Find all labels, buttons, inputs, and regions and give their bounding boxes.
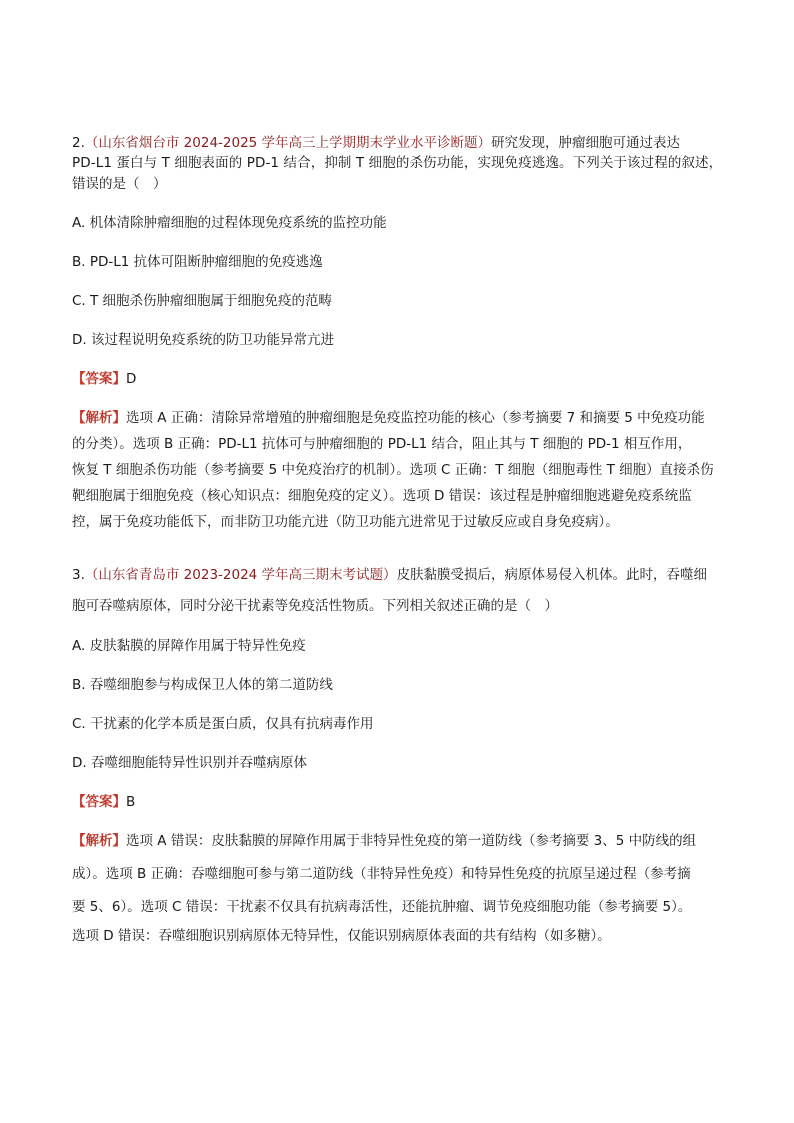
- q2-answer: [72, 369, 136, 389]
- q2-answer-value: D: [126, 371, 137, 387]
- q3-option-a: A. 皮肤黏膜的屏障作用属于特异性免疫: [72, 638, 306, 654]
- q3-stem-2: 胞可吞噬病原体，同时分泌干扰素等免疫活性物质。下列相关叙述正确的是（ ）: [72, 598, 558, 614]
- q3-answer: [72, 792, 135, 812]
- q3-number: 3.: [72, 567, 85, 583]
- q2-stem-line-1: [72, 133, 680, 153]
- q3-source: （山东省青岛市 2023-2024 学年高三期末考试题）: [84, 567, 397, 583]
- q2-analysis-label: 【解析】: [72, 410, 126, 426]
- q2-number: 2.: [72, 135, 85, 151]
- q3-answer-value: B: [126, 794, 136, 810]
- q3-analysis-label: 【解析】: [72, 833, 126, 849]
- q2-option-a: A. 机体清除肿瘤细胞的过程体现免疫系统的监控功能: [72, 215, 387, 231]
- q2-option-b: B. PD-L1 抗体可阻断肿瘤细胞的免疫逃逸: [72, 254, 323, 270]
- q3-analysis-line-2: 成）。选项 B 正确：吞噬细胞可参与第二道防线（非特异性免疫）和特异性免疫的抗原呈递过程（参考摘: [72, 866, 691, 882]
- q2-analysis-line-4: 靶细胞属于细胞免疫（核心知识点：细胞免疫的定义）。选项 D 错误：该过程是肿瘤细胞逃避免疫系统监: [72, 488, 692, 504]
- q2-stem-2: PD-L1 蛋白与 T 细胞表面的 PD-1 结合，抑制 T 细胞的杀伤功能，实现免疫逃逸。下列关于该过程的叙述，: [72, 155, 723, 171]
- q2-stem-1: 研究发现，肿瘤细胞可通过表达: [491, 135, 681, 151]
- q3-analysis-text-1: 选项 A 错误：皮肤黏膜的屏障作用属于非特异性免疫的第一道防线（参考摘要 3、5 中防线的组: [126, 833, 697, 849]
- q3-stem-line-1: [72, 565, 707, 585]
- q3-option-d: D. 吞噬细胞能特异性识别并吞噬病原体: [72, 755, 307, 771]
- q2-option-c: C. T 细胞杀伤肿瘤细胞属于细胞免疫的范畴: [72, 293, 333, 309]
- q2-option-d: D. 该过程说明免疫系统的防卫功能异常亢进: [72, 332, 334, 348]
- q3-answer-label: 【答案】: [72, 794, 126, 810]
- q3-analysis-line-3: 要 5、6）。选项 C 错误：干扰素不仅具有抗病毒活性，还能抗肿瘤、调节免疫细胞功能（参考摘要 5）。: [72, 899, 692, 915]
- q3-option-c: C. 干扰素的化学本质是蛋白质，仅具有抗病毒作用: [72, 716, 374, 732]
- q2-source: （山东省烟台市 2024-2025 学年高三上学期期末学业水平诊断题）: [84, 135, 492, 151]
- q2-analysis-line-1: [72, 408, 705, 428]
- q2-stem-3: 错误的是（ ）: [72, 176, 167, 192]
- q3-stem-1: 皮肤黏膜受损后，病原体易侵入机体。此时，吞噬细: [396, 567, 708, 583]
- q2-analysis-line-5: 控，属于免疫功能低下，而非防卫功能亢进（防卫功能亢进常见于过敏反应或自身免疫病）。: [72, 514, 619, 530]
- q3-analysis-line-4: 选项 D 错误：吞噬细胞识别病原体无特异性，仅能识别病原体表面的共有结构（如多糖）。: [72, 928, 611, 944]
- q3-option-b: B. 吞噬细胞参与构成保卫人体的第二道防线: [72, 677, 333, 693]
- q2-analysis-line-3: 恢复 T 细胞杀伤功能（参考摘要 5 中免疫治疗的机制）。选项 C 正确：T 细胞（细胞毒性 T 细胞）直接杀伤: [72, 462, 714, 478]
- q2-analysis-line-2: 的分类）。选项 B 正确：PD-L1 抗体可与肿瘤细胞的 PD-L1 结合，阻止其与 T 细胞的 PD-1 相互作用，: [72, 436, 692, 452]
- q2-answer-label: 【答案】: [72, 371, 126, 387]
- q2-analysis-text-1: 选项 A 正确：清除异常增殖的肿瘤细胞是免疫监控功能的核心（参考摘要 7 和摘要 5 中免疫功能: [126, 410, 705, 426]
- q3-analysis-line-1: [72, 831, 696, 851]
